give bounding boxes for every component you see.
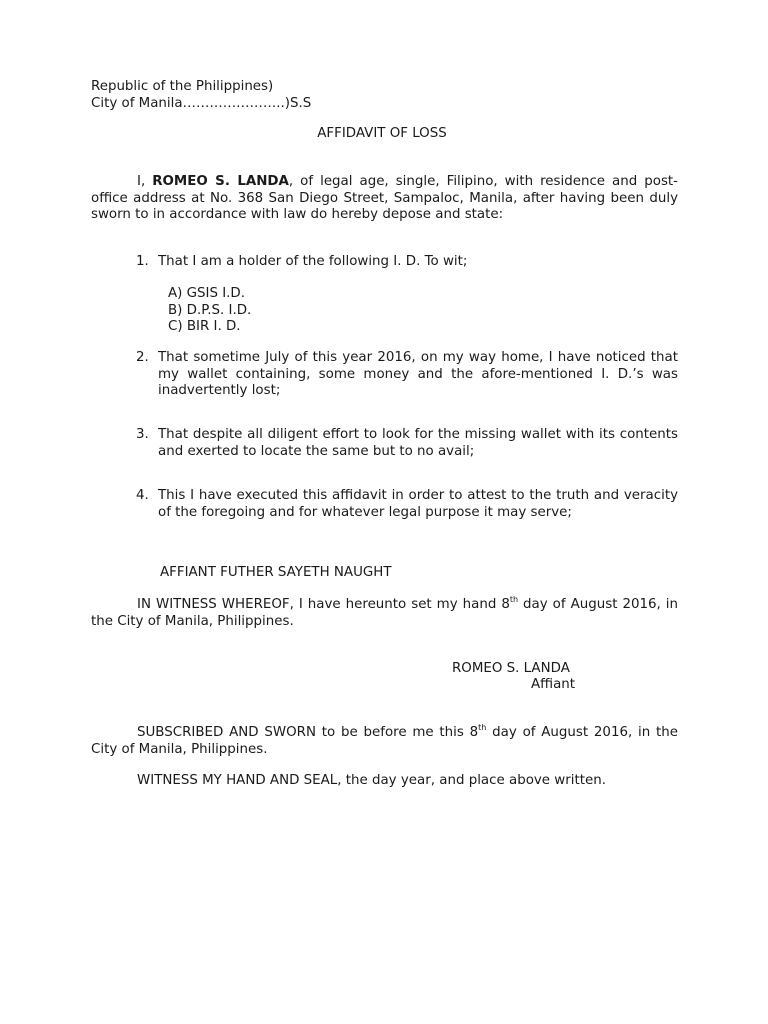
list-item-number: 1. <box>136 254 149 269</box>
document-title <box>0 126 768 143</box>
list-item <box>136 427 678 460</box>
intro-prefix: I, <box>137 174 153 189</box>
affiant-name-inline: ROMEO S. LANDA <box>152 174 289 189</box>
list-item <box>136 350 678 400</box>
id-list-item-bir: C) BIR I. D. <box>168 319 241 334</box>
witness-text-end: day of August 2016, in the City of Manila, Philippines. <box>91 597 678 629</box>
document-title-text: AFFIDAVIT OF LOSS <box>317 126 447 141</box>
witness-paragraph <box>91 597 678 630</box>
list-item-text: This I have executed this affidavit in order to attest to the truth and veracity of the foregoing and for whatever legal purpose it may serve; <box>158 488 678 520</box>
list-item <box>136 488 678 521</box>
signature-name-text: ROMEO S. LANDA <box>452 661 570 676</box>
venue-line-city: City of Manila…………………..)S.S <box>91 95 312 111</box>
signature-name <box>452 661 570 678</box>
seal-paragraph <box>91 773 606 790</box>
list-item-text: That I am a holder of the following I. D. To wit; <box>158 254 468 269</box>
subscribed-ordinal-suffix: th <box>478 723 487 732</box>
affiant-further-statement <box>160 565 392 582</box>
venue-line-republic: Republic of the Philippines) <box>91 79 274 94</box>
witness-ordinal-suffix: th <box>509 595 519 604</box>
list-item-number: 4. <box>136 488 149 503</box>
signature-role <box>531 677 575 694</box>
intro-text: , of legal age, single, Filipino, with residence and post-office address at No. 368 San Diego Street, Sampaloc, Manila, after having been duly sworn to in accordance with law do hereby depose and state: <box>91 174 679 222</box>
list-item-text: That sometime July of this year 2016, on my way home, I have noticed that my wallet containing, some money and the afore-mentioned I. D.’s was inadvertently lost; <box>158 350 678 398</box>
intro-paragraph <box>91 174 678 224</box>
list-item-number: 2. <box>136 350 149 365</box>
subscribed-text-start: SUBSCRIBED AND SWORN to be before me this 8 <box>137 725 479 740</box>
seal-text: WITNESS MY HAND AND SEAL, the day year, and place above written. <box>137 773 606 788</box>
list-item-text: That despite all diligent effort to look for the missing wallet with its contents and exerted to locate the same but to no avail; <box>158 427 678 459</box>
affiant-further-text: AFFIANT FUTHER SAYETH NAUGHT <box>160 565 392 580</box>
list-item-number: 3. <box>136 427 149 442</box>
witness-text-start: IN WITNESS WHEREOF, I have hereunto set my hand 8 <box>137 597 510 612</box>
id-list <box>168 286 251 336</box>
id-list-item-gsis: A) GSIS I.D. <box>168 286 245 301</box>
subscribed-text-end: day of August 2016, in the City of Manila, Philippines. <box>91 725 678 757</box>
venue-header <box>91 79 311 112</box>
signature-role-text: Affiant <box>531 677 576 692</box>
id-list-item-dps: B) D.P.S. I.D. <box>168 302 252 318</box>
subscribed-paragraph <box>91 725 678 758</box>
list-item <box>136 254 678 271</box>
